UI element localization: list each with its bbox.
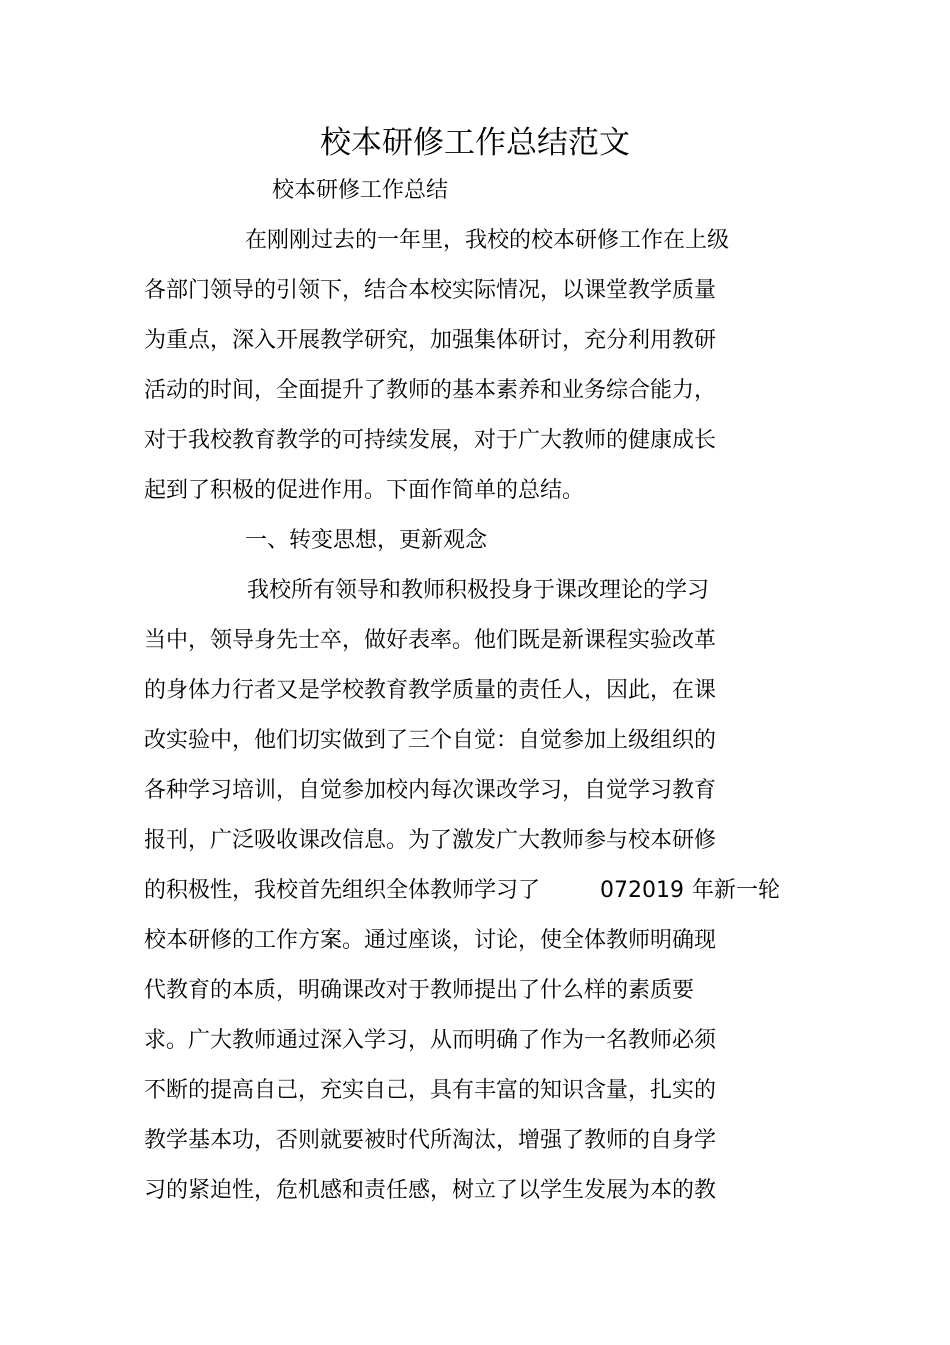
paragraph-line: 对于我校教育教学的可持续发展，对于广大教师的健康成长 [144,428,717,453]
paragraph-line: 各部门领导的引领下，结合本校实际情况，以课堂教学质量 [144,278,717,303]
paragraph-line: 当中，领导身先士卒，做好表率。他们既是新课程实验改革 [144,628,717,653]
paragraph-line: 求。广大教师通过深入学习，从而明确了作为一名教师必须 [144,1028,717,1053]
paragraph-line [144,876,780,906]
paragraph-line-text: 的积极性，我校首先组织全体教师学习了 [144,878,541,903]
paragraph-line: 报刊，广泛吸收课改信息。为了激发广大教师参与校本研修 [144,828,717,853]
paragraph-line: 各种学习培训，自觉参加校内每次课改学习，自觉学习教育 [144,778,717,803]
document-title: 校本研修工作总结范文 [320,125,630,161]
paragraph-line: 校本研修的工作方案。通过座谈，讨论，使全体教师明确现 [144,928,717,953]
paragraph-line: 为重点，深入开展教学研究，加强集体研讨，充分利用教研 [144,328,717,353]
paragraph-line: 起到了积极的促进作用。下面作简单的总结。 [144,478,585,503]
document-subtitle: 校本研修工作总结 [272,178,449,203]
paragraph-line: 不断的提高自己，充实自己，具有丰富的知识含量，扎实的 [144,1078,717,1103]
paragraph-line: 活动的时间，全面提升了教师的基本素养和业务综合能力， [144,378,717,403]
paragraph-line: 我校所有领导和教师积极投身于课改理论的学习 [247,578,710,603]
paragraph-line: 在刚刚过去的一年里，我校的校本研修工作在上级 [245,228,730,253]
paragraph-line: 习的紧迫性，危机感和责任感，树立了以学生发展为本的教 [144,1178,717,1203]
section-heading: 一、转变思想，更新观念 [245,528,488,553]
paragraph-line: 的身体力行者又是学校教育教学质量的责任人，因此，在课 [144,678,717,703]
document-number: 072019 [600,878,684,903]
paragraph-line: 代教育的本质，明确课改对于教师提出了什么样的素质要 [144,978,695,1003]
paragraph-line-tail: 年新一轮 [692,878,781,903]
paragraph-line: 改实验中，他们切实做到了三个自觉：自觉参加上级组织的 [144,728,717,753]
paragraph-line: 教学基本功，否则就要被时代所淘汰，增强了教师的自身学 [144,1128,717,1153]
